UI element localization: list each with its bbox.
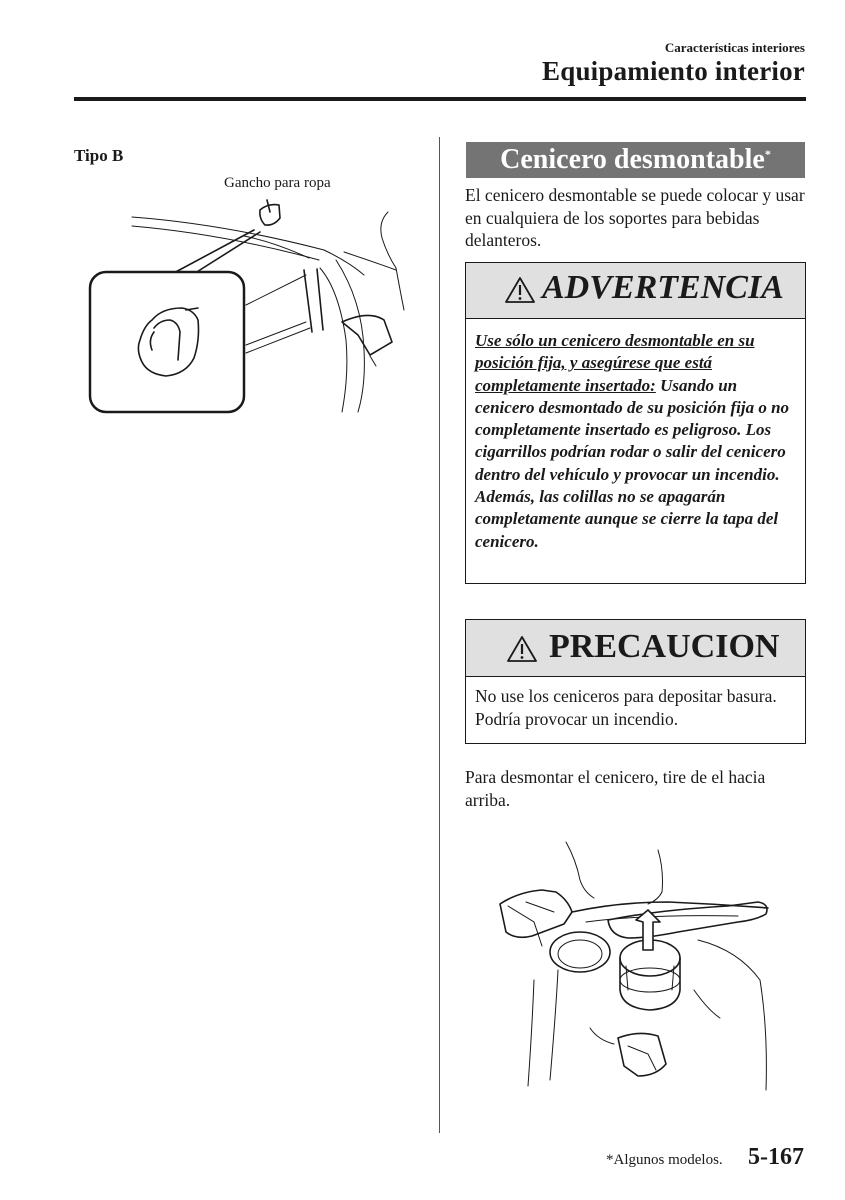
footnote-marker: * xyxy=(764,147,771,161)
caution-box xyxy=(465,619,806,744)
warning-header xyxy=(466,263,805,319)
footnote: *Algunos modelos. xyxy=(606,1152,723,1168)
page-title: Equipamiento interior xyxy=(542,56,805,86)
header-rule xyxy=(74,97,806,101)
section-heading-text: Cenicero desmontable xyxy=(500,144,765,175)
removal-instruction: Para desmontar el cenicero, tire de el hacia arriba. xyxy=(465,767,766,810)
page-number: 5-167 xyxy=(748,1144,804,1170)
warning-triangle-icon xyxy=(506,635,538,668)
ashtray-illustration xyxy=(498,840,778,1100)
intro-paragraph: El cenicero desmontable se puede colocar y usar en cualquiera de los soportes para bebidas delanteros. xyxy=(465,185,805,250)
section-label: Características interiores xyxy=(664,40,805,55)
caution-title: PRECAUCION xyxy=(549,628,780,665)
warning-title: ADVERTENCIA xyxy=(542,269,784,306)
caution-body: No use los ceniceros para depositar basura. Podría provocar un incendio. xyxy=(475,686,777,729)
warning-lead-text: Use sólo un cenicero desmontable en su posición fija, y asegúrese que está completamente insertado: xyxy=(475,331,755,395)
coat-hook-illustration xyxy=(74,190,414,425)
figure-callout-label: Gancho para ropa xyxy=(224,175,331,191)
warning-box xyxy=(465,262,806,584)
warning-body xyxy=(475,330,800,553)
column-divider xyxy=(439,137,440,1133)
warning-triangle-icon xyxy=(504,276,536,309)
warning-detail-text: Usando un cenicero desmontado de su posición fija o no completamente insertado es peligroso. Los cigarrillos podrían rodar o salir del cenicero dentro del vehículo y provocar un incendio. Además, las colillas no se apagarán completamente aunque se cierre la tapa del cenicero. xyxy=(475,375,790,551)
section-heading xyxy=(466,142,805,178)
caution-header xyxy=(466,620,805,677)
subsection-title: Tipo B xyxy=(74,146,124,165)
